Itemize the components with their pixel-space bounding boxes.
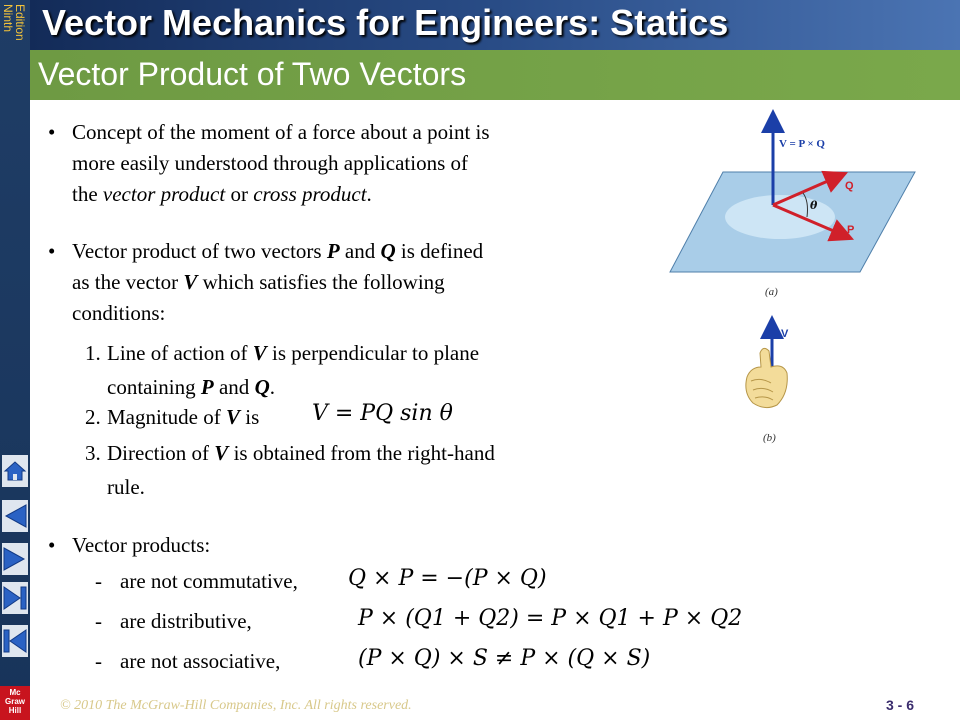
condition-line [107, 336, 479, 370]
vector-v: V [183, 270, 198, 294]
bullet-line: Concept of the moment of a force about a point is [72, 120, 490, 144]
text-run: or [225, 182, 254, 206]
condition-line [107, 436, 495, 470]
bullet-vector-products [48, 530, 348, 561]
cross-product-figure [665, 105, 925, 455]
text-run: and [213, 375, 255, 399]
text-run: is obtained from the right-hand [228, 441, 495, 465]
condition-line [107, 370, 479, 404]
text-run: the [72, 182, 103, 206]
text-run: and [339, 239, 381, 263]
dash-marker: - [95, 609, 102, 633]
text-run: is defined [395, 239, 484, 263]
navigation-sidebar [0, 0, 30, 720]
vector-p: P [200, 375, 214, 399]
right-hand-icon [746, 348, 787, 407]
text-run: . [269, 375, 275, 399]
text-run: Magnitude of [107, 405, 226, 429]
bullet-definition [48, 236, 628, 329]
bullet-dot: • [48, 533, 56, 557]
prev-slide-icon[interactable] [2, 625, 28, 657]
list-number: 2. [85, 405, 101, 429]
condition-1 [85, 336, 615, 404]
dash-marker: - [95, 569, 102, 593]
page-number: 3 - 6 [886, 697, 915, 713]
property-distributive [95, 606, 335, 636]
list-number: 1. [85, 341, 101, 365]
bullet-line [72, 179, 490, 210]
slide-title-bar [30, 50, 960, 100]
bullet-text [72, 236, 483, 329]
bullet-line: more easily understood through applications of [72, 151, 468, 175]
fig-v-equation: V = P × Q [779, 138, 825, 150]
vector-p: P [326, 239, 340, 263]
condition-line: rule. [107, 475, 145, 499]
text-run: is perpendicular to plane [266, 341, 480, 365]
bullet-line [72, 267, 483, 298]
bullet-moment-concept [48, 117, 628, 210]
text-run: is [240, 405, 260, 429]
condition-2 [85, 400, 305, 434]
text-run: which satisfies the following [197, 270, 445, 294]
bullet-text [72, 117, 490, 210]
text-run: Direction of [107, 441, 215, 465]
text-run: containing [107, 375, 201, 399]
condition-text [107, 336, 479, 404]
vector-q: Q [254, 375, 270, 399]
property-associative [95, 646, 335, 676]
equation-commutative: Q × P = −(P × Q) [348, 566, 547, 591]
text-run: Vector product of two vectors [72, 239, 327, 263]
property-commutative [95, 566, 335, 596]
text-run: as the vector [72, 270, 184, 294]
bullet-dot: • [48, 239, 56, 263]
dash-marker: - [95, 649, 102, 673]
next-slide-icon[interactable] [2, 543, 28, 575]
header-bar [30, 0, 960, 50]
vector-q: Q [380, 239, 396, 263]
term-cross-product: cross product [253, 182, 367, 206]
vector-v: V [252, 341, 267, 365]
text-run: Line of action of [107, 341, 253, 365]
home-icon[interactable] [2, 455, 28, 487]
copyright-notice: © 2010 The McGraw-Hill Companies, Inc. All rights reserved. [60, 698, 412, 713]
edition-label [2, 4, 28, 64]
list-number: 3. [85, 441, 101, 465]
fig-v-b-label: V [781, 328, 789, 340]
vector-v: V [225, 405, 240, 429]
text-run: . [366, 182, 372, 206]
bullet-dot: • [48, 120, 56, 144]
fig-q-label: Q [845, 180, 854, 192]
edition-word: Edition [13, 4, 27, 41]
condition-3 [85, 436, 615, 504]
equation-magnitude: V = PQ sin θ [312, 401, 453, 426]
bullet-text: Vector products: [72, 533, 211, 557]
equation-distributive: P × (Q1 + Q2) = P × Q1 + P × Q2 [358, 606, 743, 631]
fig-theta-label: θ [810, 199, 818, 212]
fig-b-label: (b) [763, 432, 776, 444]
first-slide-icon[interactable] [2, 500, 28, 532]
bullet-line [72, 236, 483, 267]
slide-title: Vector Product of Two Vectors [38, 56, 467, 92]
book-title: Vector Mechanics for Engineers: Statics [42, 2, 729, 43]
property-text: are not associative, [120, 649, 281, 673]
edition-ninth: Ninth [1, 4, 15, 33]
condition-text [107, 436, 495, 504]
equation-associative: (P × Q) × S ≠ P × (Q × S) [358, 646, 651, 671]
fig-p-label: P [847, 224, 855, 236]
condition-text [107, 400, 259, 434]
figure-drawing [665, 105, 925, 455]
property-text: are distributive, [120, 609, 252, 633]
mcgraw-hill-logo: Mc Graw Hill [0, 686, 30, 720]
bullet-line: conditions: [72, 301, 166, 325]
property-text: are not commutative, [120, 569, 298, 593]
last-slide-icon[interactable] [2, 582, 28, 614]
fig-a-label: (a) [765, 286, 778, 298]
term-vector-product: vector product [102, 182, 226, 206]
vector-v: V [214, 441, 229, 465]
